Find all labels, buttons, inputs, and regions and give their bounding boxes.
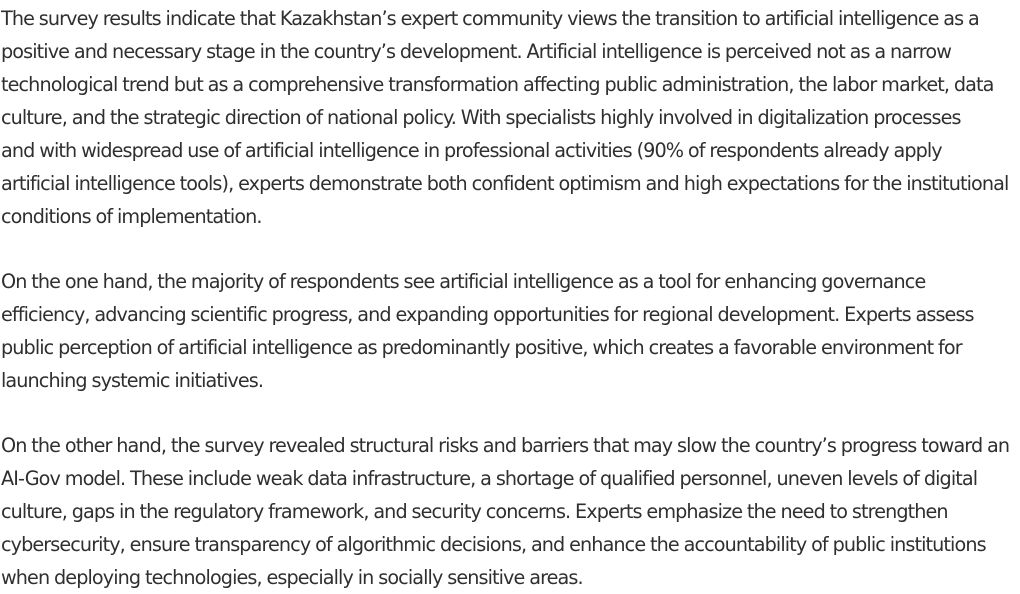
text-line: artificial intelligence tools), experts demonstrate both confident optimism and high expectations for the institutional [1, 172, 1009, 195]
paragraph-positive-perception [1, 265, 1020, 397]
text-line: technological trend but as a comprehensive transformation affecting public administration, the labor market, data [1, 73, 994, 96]
text-line: On the other hand, the survey revealed structural risks and barriers that may slow the country’s progress toward an [1, 434, 1010, 457]
text-line: AI-Gov model. These include weak data infrastructure, a shortage of qualified personnel, uneven levels of digital [1, 467, 978, 490]
document-body [1, 2, 1020, 594]
text-line: The survey results indicate that Kazakhstan’s expert community views the transition to artificial intelligence as a [1, 7, 979, 30]
text-line: conditions of implementation. [1, 205, 262, 228]
text-line: public perception of artificial intelligence as predominantly positive, which creates a favorable environment for [1, 336, 962, 359]
paragraph-structural-risks [1, 429, 1020, 594]
text-line: positive and necessary stage in the country’s development. Artificial intelligence is perceived not as a narrow [1, 40, 951, 63]
text-line: cybersecurity, ensure transparency of algorithmic decisions, and enhance the accountability of public institutions [1, 533, 986, 556]
text-line: culture, gaps in the regulatory framework, and security concerns. Experts emphasize the need to strengthen [1, 500, 948, 523]
text-line: efficiency, advancing scientific progress, and expanding opportunities for regional development. Experts assess [1, 303, 974, 326]
paragraph-ai-survey-overview [1, 2, 1020, 233]
text-line: when deploying technologies, especially in socially sensitive areas. [1, 566, 583, 589]
text-line: launching systemic initiatives. [1, 369, 264, 392]
text-line: On the one hand, the majority of respondents see artificial intelligence as a tool for enhancing governance [1, 270, 926, 293]
text-line: and with widespread use of artificial intelligence in professional activities (90% of respondents already apply [1, 139, 942, 162]
text-line: culture, and the strategic direction of national policy. With specialists highly involved in digitalization processes [1, 106, 961, 129]
